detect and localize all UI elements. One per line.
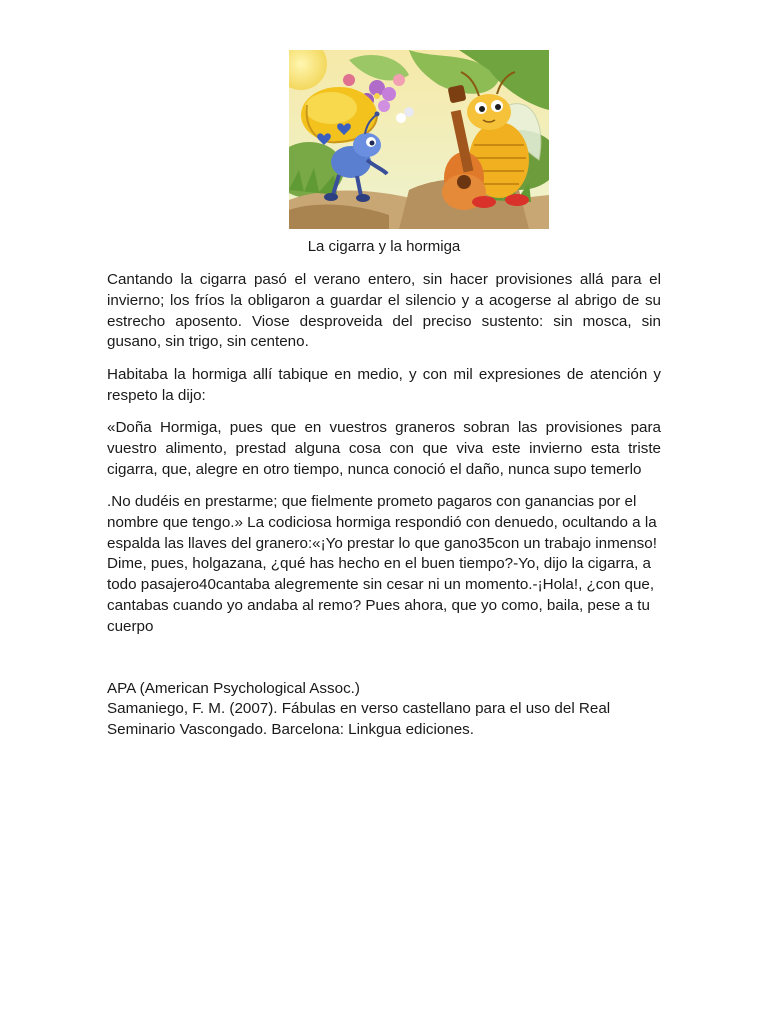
reference-citation: Samaniego, F. M. (2007). Fábulas en verso castellano para el uso del Real Seminario Vascongado. Barcelona: Linkgua ediciones. xyxy=(107,700,611,738)
fable-illustration xyxy=(289,50,549,229)
ant-and-cicada-icon xyxy=(289,50,549,229)
paragraph-3: «Doña Hormiga, pues que en vuestros graneros sobran las provisiones para vuestro alimento, prestad alguna cosa con que viva este invierno esta triste cigarra, que, alegre en otro tiempo, nunca conoció el daño, nunca supo temerlo xyxy=(107,419,661,478)
reference-heading: APA (American Psychological Assoc.) xyxy=(107,680,360,697)
paragraph-1: Cantando la cigarra pasó el verano entero, sin hacer provisiones allá para el invierno; los fríos la obligaron a guardar el silencio y a acogerse al abrigo de su estrecho aposento. Viose desproveida del preciso sustento: sin mosca, sin gusano, sin trigo, sin centeno. xyxy=(107,271,661,351)
paragraph-4: .No dudéis en prestarme; que fielmente prometo pagaros con ganancias por el nombre que tengo.» La codiciosa hormiga respondió con denuedo, ocultando a la espalda las llaves del granero:«¡Yo prestar lo que gano35con un trabajo inmenso! Dime, pues, holgazana, ¿qué has hecho en el buen tiempo?-Yo, dijo la cigarra, a todo pasajero40cantaba alegremente sin cesar ni un momento.-¡Hola!, ¿con que, cantabas cuando yo andaba al remo? Pues ahora, que yo como, baila, pese a tu cuerpo xyxy=(107,493,657,635)
illustration-caption: La cigarra y la hormiga xyxy=(307,238,461,255)
paragraph-2: Habitaba la hormiga allí tabique en medio, y con mil expresiones de atención y respeto la dijo: xyxy=(107,366,661,404)
